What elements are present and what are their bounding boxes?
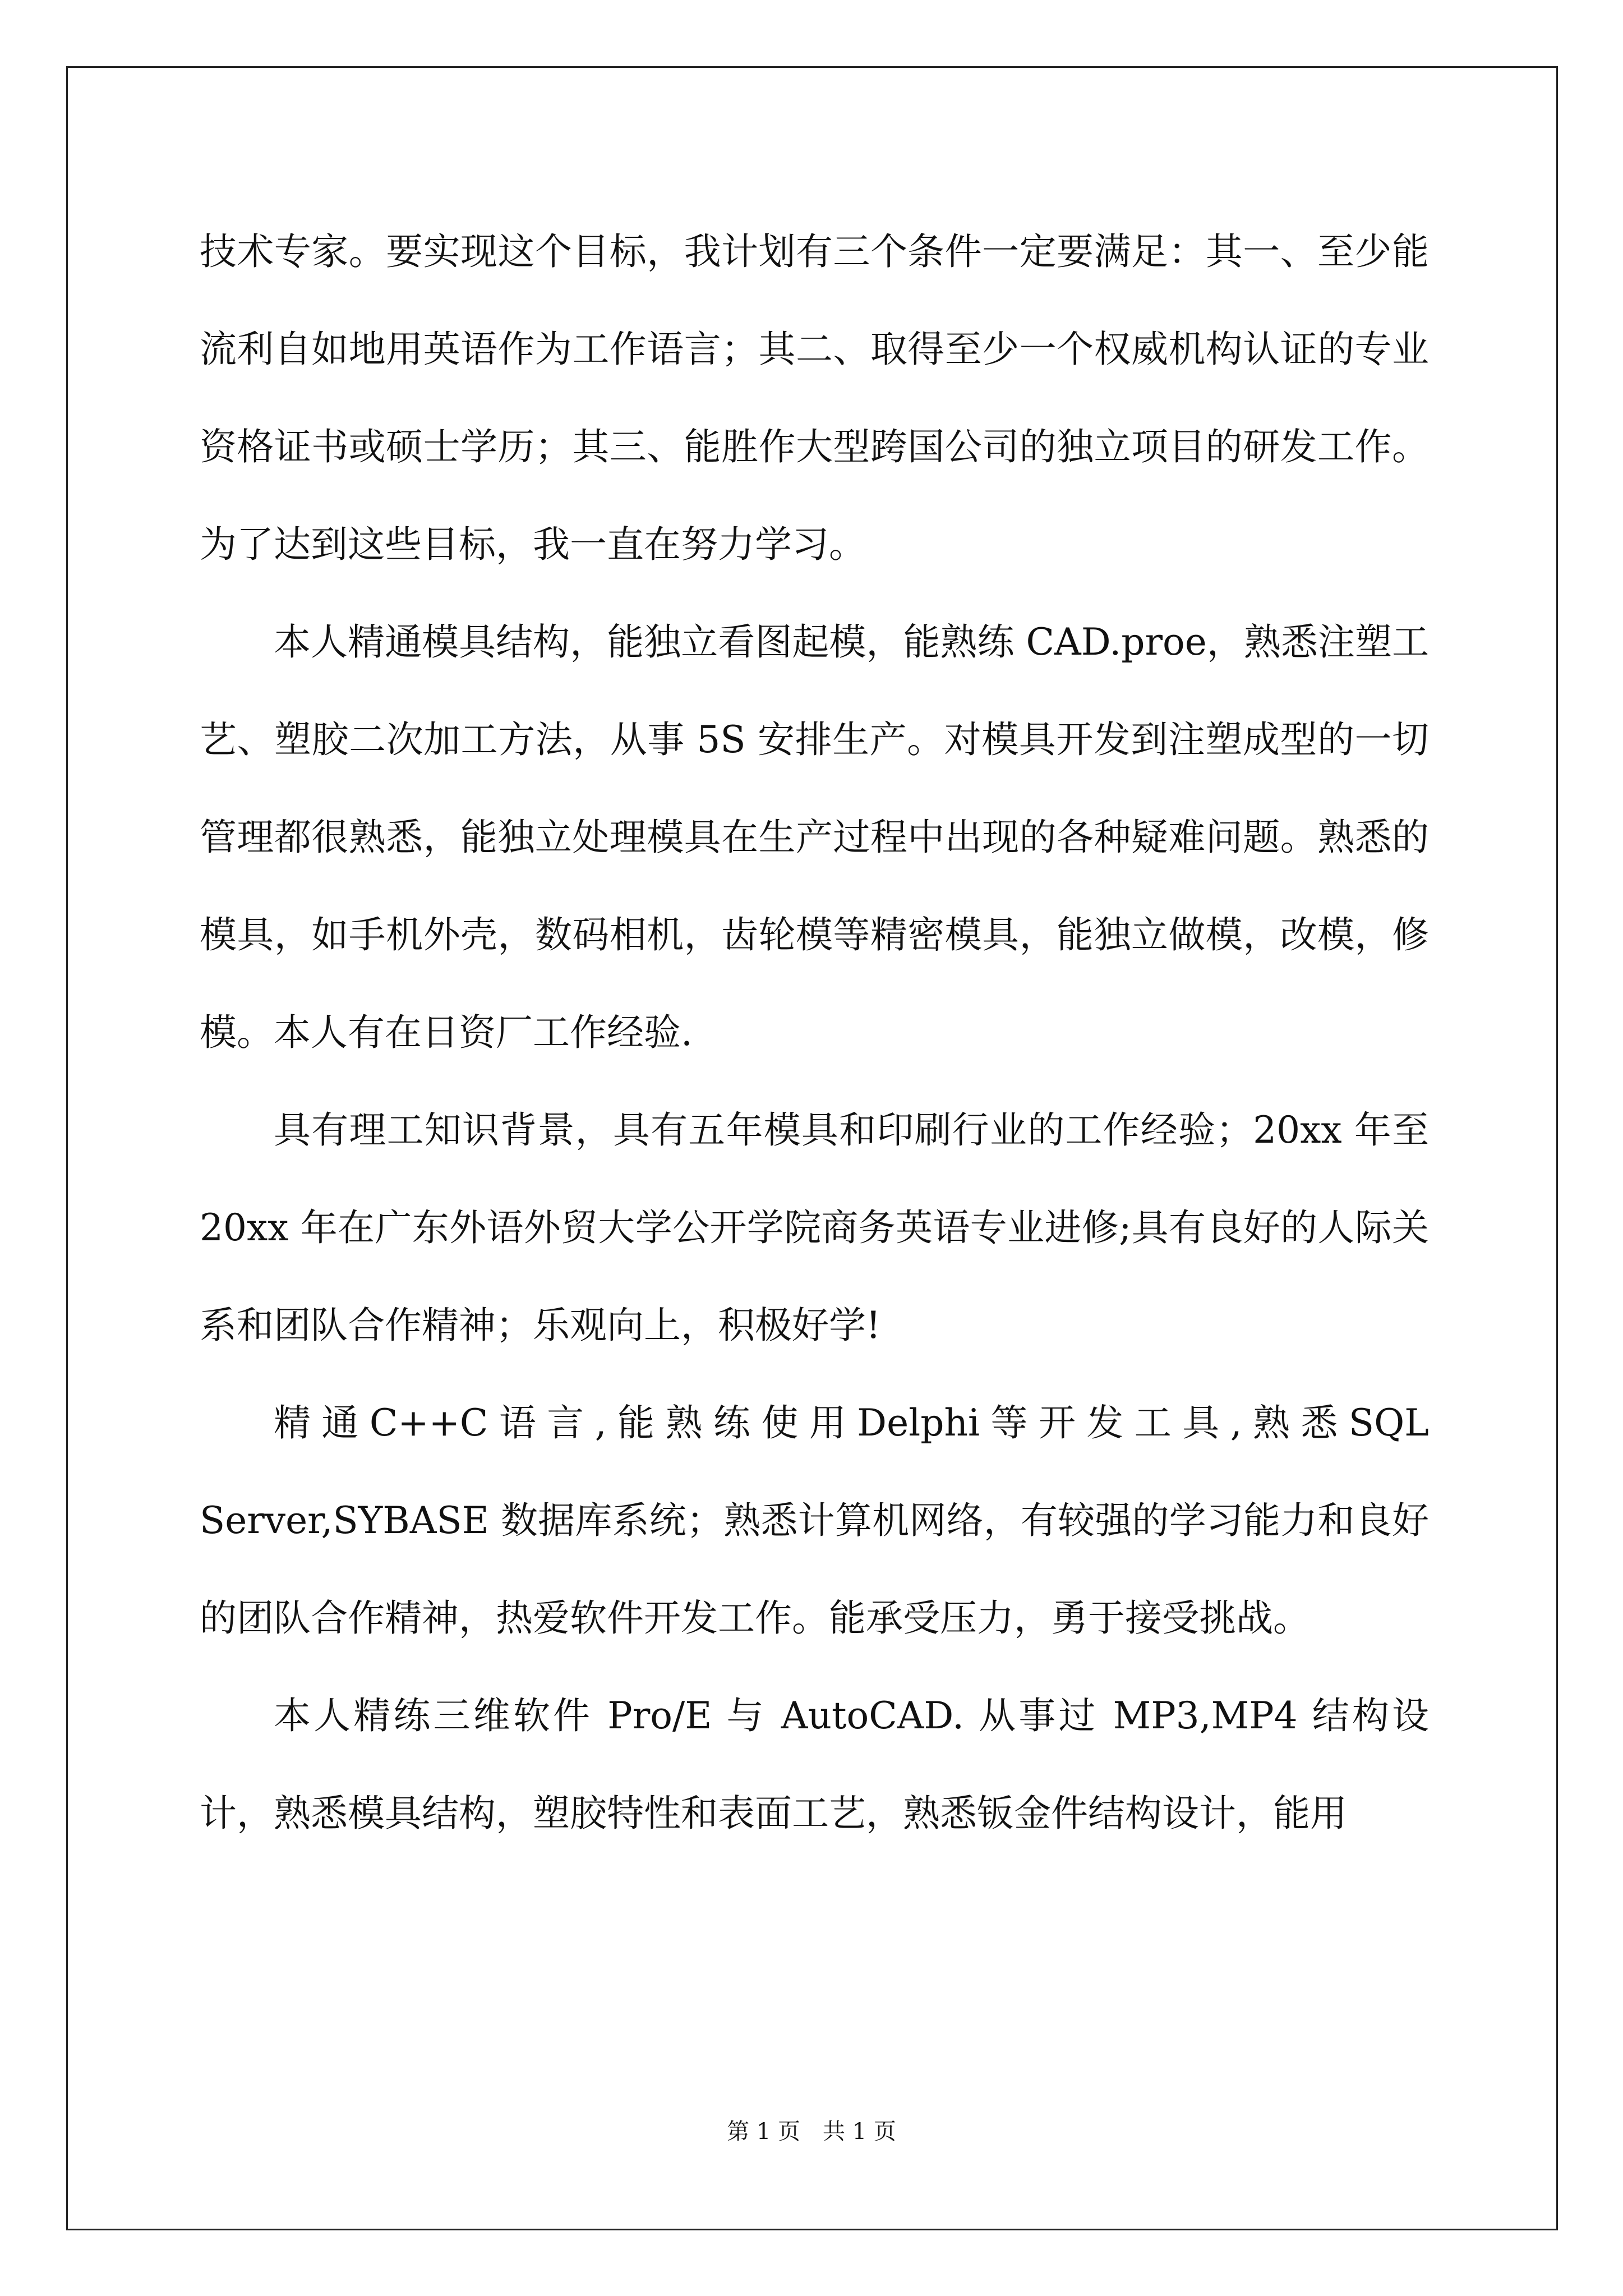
page-number: 第 1 页 [727,2119,800,2145]
paragraph-4: 精通C++C语言,能熟练使用Delphi等开发工具,熟悉SQL Server,SYBASE 数据库系统；熟悉计算机网络，有较强的学习能力和良好的团队合作精神，热爱软件开发工作。能承受压力，勇于接受挑战。 [200,1401,1429,1640]
paragraph-2: 本人精通模具结构，能独立看图起模，能熟练 CAD.proe，熟悉注塑工艺、塑胶二次加工方法，从事 5S 安排生产。对模具开发到注塑成型的一切管理都很熟悉，能独立处理模具在生产过程中出现的各种疑难问题。熟悉的模具，如手机外壳，数码相机，齿轮模等精密模具，能独立做模，改模，修模。本人有在日资厂工作经验. [200,620,1429,1054]
page-footer [0,2114,1623,2146]
document-body [200,203,1429,1862]
paragraph-5: 本人精练三维软件 Pro/E 与 AutoCAD. 从事过 MP3,MP4 结构设计，熟悉模具结构，塑胶特性和表面工艺，熟悉钣金件结构设计，能用 [200,1694,1429,1835]
paragraph-3: 具有理工知识背景，具有五年模具和印刷行业的工作经验；20xx 年至 20xx 年在广东外语外贸大学公开学院商务英语专业进修;具有良好的人际关系和团队合作精神；乐观向上，积极好学! [200,1108,1429,1347]
paragraph-1: 技术专家。要实现这个目标，我计划有三个条件一定要满足：其一、至少能流利自如地用英语作为工作语言；其二、取得至少一个权威机构认证的专业资格证书或硕士学历；其三、能胜作大型跨国公司的独立项目的研发工作。为了达到这些目标，我一直在努力学习。 [200,230,1429,566]
page-total: 共 1 页 [823,2119,896,2145]
